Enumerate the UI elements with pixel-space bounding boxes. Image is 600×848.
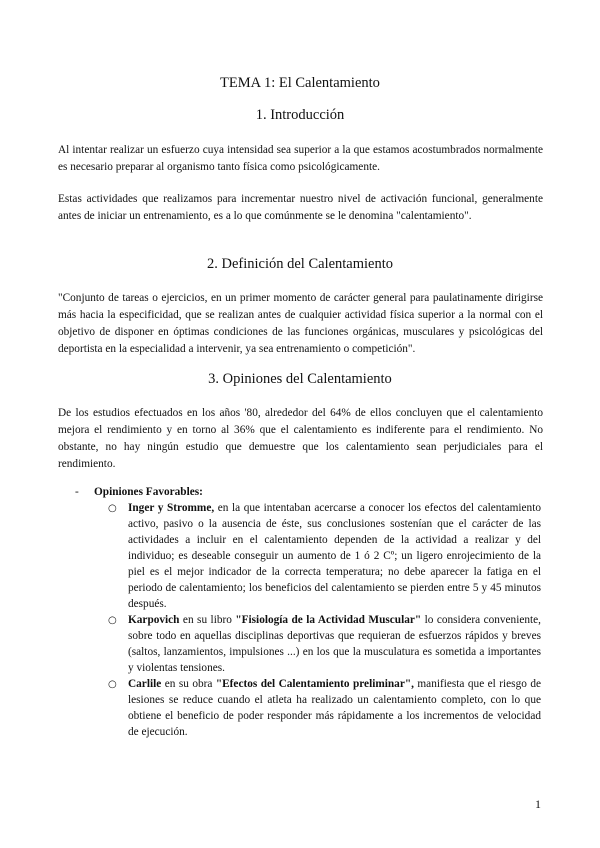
dash-bullet: - (75, 486, 79, 498)
item-mid: en su libro (179, 614, 236, 626)
item-text: manifiesta que el riesgo de lesiones se reduce cuando el atleta ha realizado un calentamiento completo, con lo que obtiene el beneficio de poder responder más rápidamente a los incrementos de velocidad de ejecución. (128, 678, 541, 738)
definition-paragraph: "Conjunto de tareas o ejercicios, en un primer momento de carácter general para paulatinamente dirigirse más hacia la especificidad, que se realizan antes de cualquier actividad física superior a la normal con el objetivo de disponer en óptimas condiciones de las funciones orgánicas, musculares y psicológicas del deportista en la especialidad a intervenir, ya sea entrenamiento o competición". (58, 292, 543, 355)
item-work: "Fisiología de la Actividad Muscular" (235, 614, 422, 626)
list-item (128, 500, 541, 612)
list-item (128, 612, 541, 676)
opinions-paragraph: De los estudios efectuados en los años '80, alrededor del 64% de ellos concluyen que el calentamiento mejora el rendimiento y en torno al 36% que el calentamiento es indiferente para el rendimiento. No obstante, no hay ningún estudio que demuestre que los calentamiento sean perjudiciales para el rendimiento. (58, 407, 543, 470)
section-heading-opinions: 3. Opiniones del Calentamiento (208, 371, 392, 387)
circle-bullet-icon: ○ (108, 615, 117, 626)
item-author: Carlile (128, 678, 162, 690)
item-author: Karpovich (128, 614, 180, 626)
section-heading-definition: 2. Definición del Calentamiento (206, 256, 394, 272)
item-text: en la que intentaban acercarse a conocer los efectos del calentamiento activo, pasivo o la ausencia de éste, sus conclusiones sostenían que el carácter de las actividades a incluir en el calentamiento dependen de la actividad a realizar y del individuo; es deseable conseguir un aumento de 1 ó 2 Cº; un ligero enrojecimiento de la piel es el mejor indicador de la correcta temperatura; no debe aparecer la fatiga en el periodo de calentamiento; los beneficios del calentamiento se pierden entre 5 y 45 minutos después. (128, 502, 541, 610)
item-work: "Efectos del Calentamiento preliminar", (215, 678, 414, 690)
intro-paragraph-2: Estas actividades que realizamos para incrementar nuestro nivel de activación funcional, generalmente antes de iniciar un entrenamiento, es a lo que comúnmente se le denomina "calentamiento". (58, 193, 543, 222)
favorables-label: Opiniones Favorables: (94, 486, 203, 498)
circle-bullet-icon: ○ (108, 679, 117, 690)
document-title: TEMA 1: El Calentamiento (220, 75, 380, 91)
page-number: 1 (535, 797, 541, 811)
list-item (128, 676, 541, 740)
intro-paragraph-1: Al intentar realizar un esfuerzo cuya intensidad sea superior a la que estamos acostumbrados normalmente es necesario preparar al organismo tanto física como psicológicamente. (58, 144, 543, 173)
section-heading-introduction: 1. Introducción (255, 107, 345, 123)
item-text: lo considera conveniente, sobre todo en aquellas disciplinas deportivas que requieran de esfuerzos rápidos y breves (saltos, lanzamientos, impulsiones ...) en los que la musculatura es sometida a importantes y violentas tensiones. (128, 614, 541, 674)
item-author: Inger y Stromme, (128, 502, 215, 514)
item-mid: en su obra (161, 678, 216, 690)
circle-bullet-icon: ○ (108, 503, 117, 514)
